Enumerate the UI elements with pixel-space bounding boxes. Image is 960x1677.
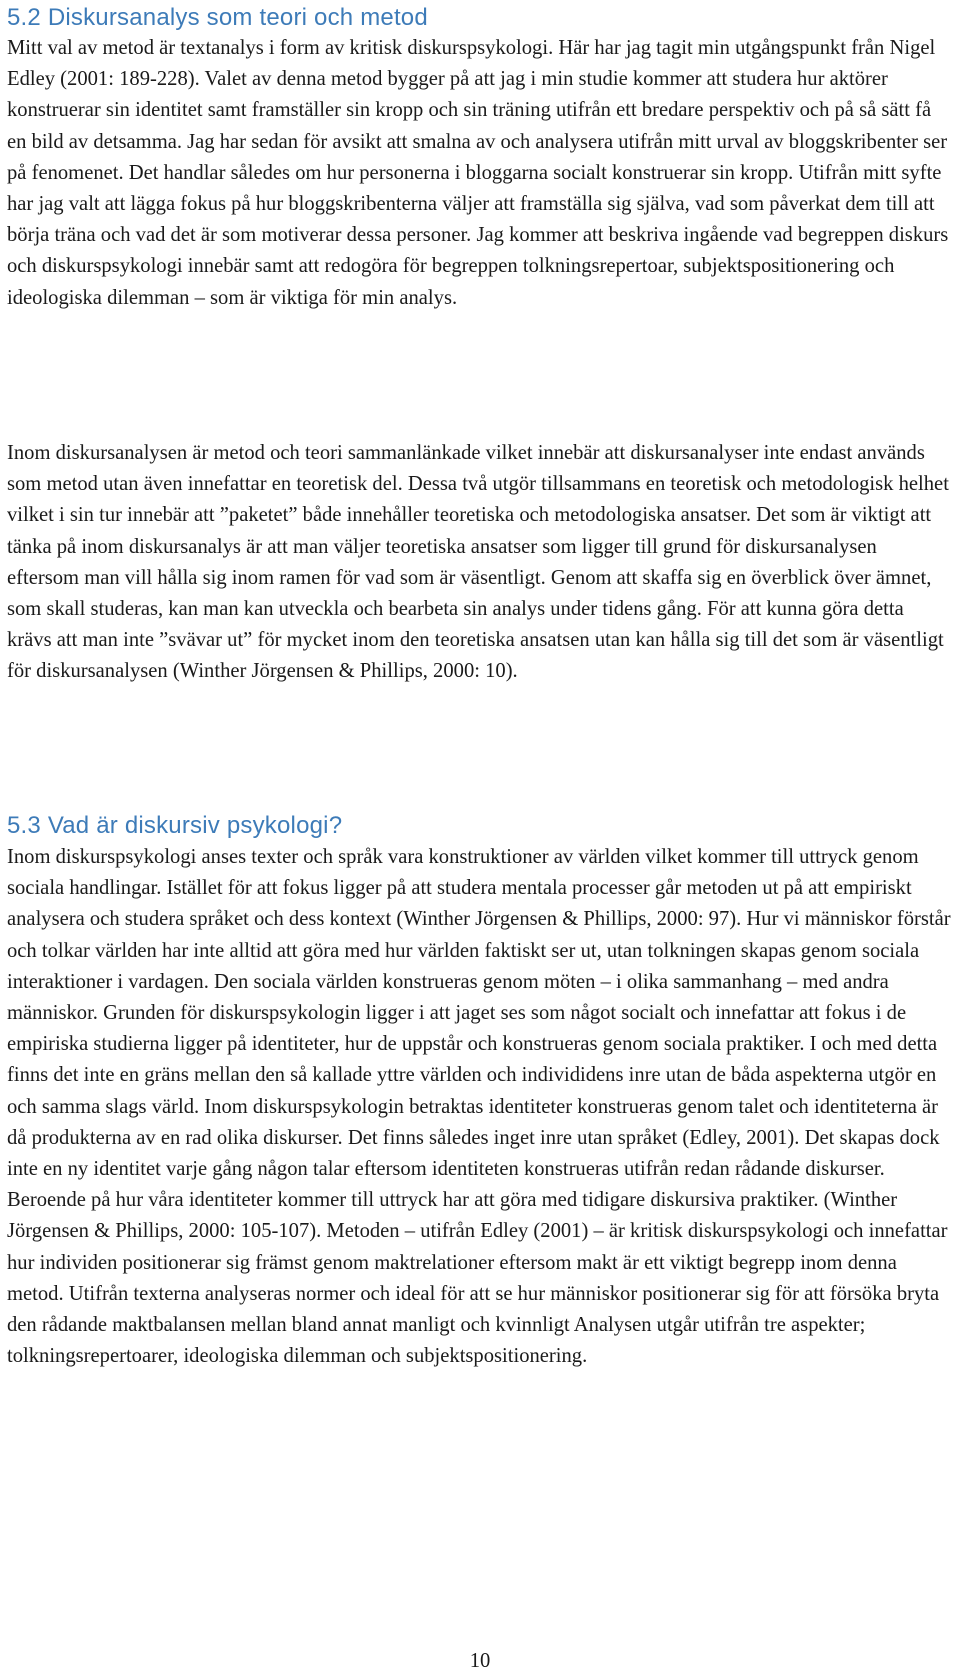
page-number: 10 xyxy=(469,1650,491,1672)
section-heading-5-2: 5.2 Diskursanalys som teori och metod xyxy=(7,4,428,31)
section-heading-5-3: 5.3 Vad är diskursiv psykologi? xyxy=(7,812,343,839)
body-paragraph: Mitt val av metod är textanalys i form av kritisk diskurspsykologi. Här har jag tagit min utgångspunkt från Nigel Edley (2001: 189-228). Valet av denna metod bygger på att jag i min studie kommer att studera hur aktörer konstruerar sin identitet samt framställer sin kropp och sin träning utifrån ett bredare perspektiv och på så sätt få en bild av detsamma. Jag har sedan för avsikt att smalna av och analysera utifrån mitt urval av bloggskribenter ser på fenomenet. Det handlar således om hur personerna i bloggarna socialt konstruerar sin kropp. Utifrån mitt syfte har jag valt att lägga fokus på hur bloggskribenterna väljer att framställa sig själva, vad som påverkat dem till att börja träna och vad det är som motiverar dessa personer. Jag kommer att beskriva ingående vad begreppen diskurs och diskurspsykologi innebär samt att redogöra för begreppen tolkningsrepertoar, subjektspositionering och ideologiska dilemman – som är viktiga för min analys. xyxy=(7,37,949,309)
body-paragraph: Inom diskurspsykologi anses texter och språk vara konstruktioner av världen vilket kommer till uttryck genom sociala handlingar. Istället för att fokus ligger på att studera mentala processer går metoden ut på att empiriskt analysera och studera språket och dess kontext (Winther Jörgensen & Phillips, 2000: 97). Hur vi människor förstår och tolkar världen har inte alltid att göra med hur världen faktiskt ser ut, utan tolkningen skapas genom sociala interaktioner i vardagen. Den sociala världen konstrueras genom möten – i olika sammanhang – med andra människor. Grunden för diskurspsykologin ligger i att jaget ses som något socialt och innefattar att fokus i de empiriska studierna ligger på identiteter, hur de uppstår och konstrueras genom sociala praktiker. I och med detta finns det inte en gräns mellan den så kallade yttre världen och individidens inre utan de båda aspekterna utgör en och samma slags värld. Inom diskurspsykologin betraktas identiteter konstrueras genom talet och identiteterna är då produkterna av en rad olika diskurser. Det finns således inget inre utan språket (Edley, 2001). Det skapas dock inte en ny identitet varje gång någon talar eftersom identiteten konstrueras utifrån redan rådande diskurser. Beroende på hur våra identiteter kommer till uttryck har att göra med tidigare diskursiva praktiker. (Winther Jörgensen & Phillips, 2000: 105-107). Metoden – utifrån Edley (2001) – är kritisk diskurspsykologi och innefattar hur individen positionerar sig främst genom maktrelationer eftersom makt är ett viktigt begrepp inom denna metod. Utifrån texterna analyseras normer och ideal för att se hur människor positionerar sig för att försöka bryta den rådande maktbalansen mellan bland annat manligt och kvinnligt Analysen utgår utifrån tre aspekter; tolkningsrepertoarer, ideologiska dilemman och subjektspositionering. xyxy=(7,846,951,1368)
body-paragraph: Inom diskursanalysen är metod och teori sammanlänkade vilket innebär att diskursanalyser inte endast används som metod utan även innefattar en teoretisk del. Dessa två utgör tillsammans en teoretisk och metodologisk helhet vilket i sin tur innebär att ”paketet” både innehåller teoretiska och metodologiska ansatser. Det som är viktigt att tänka på inom diskursanalys är att man väljer teoretiska ansatser som ligger till grund för diskursanalysen eftersom man vill hålla sig inom ramen för vad som är väsentligt. Genom att skaffa sig en överblick över ämnet, som skall studeras, kan man kan utveckla och bearbeta sin analys under tidens gång. För att kunna göra detta krävs att man inte ”svävar ut” för mycket inom den teoretiska ansatsen utan kan hålla sig till det som är väsentligt för diskursanalysen (Winther Jörgensen & Phillips, 2000: 10). xyxy=(7,442,949,683)
